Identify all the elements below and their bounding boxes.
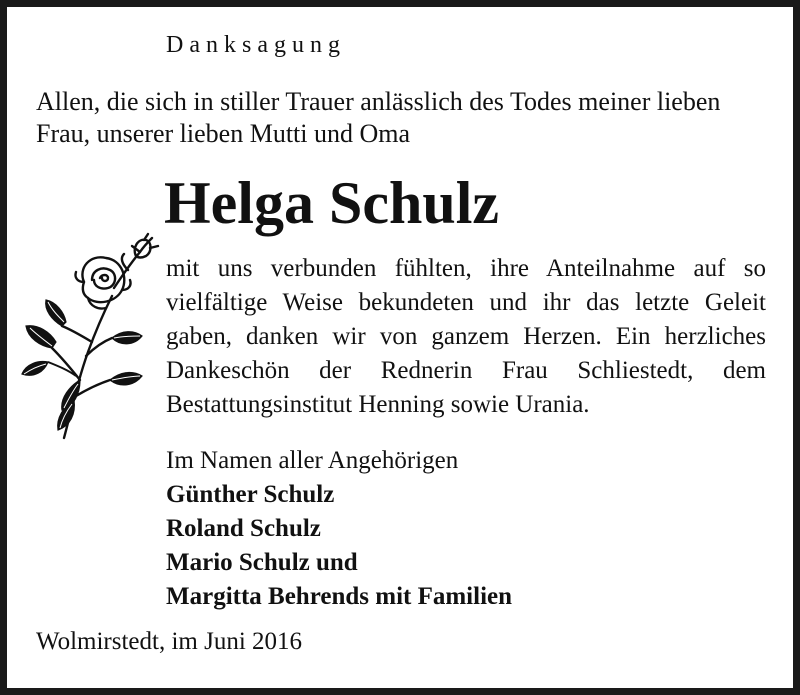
rose-icon — [18, 230, 168, 442]
thanks-line: Dankeschön der Rednerin Frau Schliestedt, dem — [166, 357, 766, 384]
signer-name: Roland Schulz — [166, 515, 321, 542]
signature-block — [166, 444, 512, 614]
signer-name: Margitta Behrends mit Familien — [166, 583, 513, 610]
intro-line: Allen, die sich in stiller Trauer anlässlich des Todes meiner lieben — [36, 87, 721, 116]
thanks-line: mit uns verbunden fühlten, ihre Anteilnahme auf so — [166, 255, 766, 282]
thanks-line: vielfältige Weise bekundeten und ihr das letzte Geleit — [166, 289, 766, 316]
signer-name: Günther Schulz — [166, 481, 335, 508]
deceased-name: Helga Schulz — [164, 170, 500, 236]
thanks-text — [166, 252, 766, 422]
signer-name: Mario Schulz und — [166, 549, 358, 576]
place-date: Wolmirstedt, im Juni 2016 — [36, 628, 303, 655]
intro-text — [36, 86, 771, 150]
signature-intro: Im Namen aller Angehörigen — [166, 447, 459, 474]
notice-heading: Danksagung — [166, 32, 346, 58]
thanks-line: gaben, danken wir von ganzem Herzen. Ein herzliches — [166, 323, 766, 350]
thanks-line: Bestattungsinstitut Henning sowie Urania. — [166, 391, 590, 418]
intro-line: Frau, unserer lieben Mutti und Oma — [36, 119, 411, 148]
